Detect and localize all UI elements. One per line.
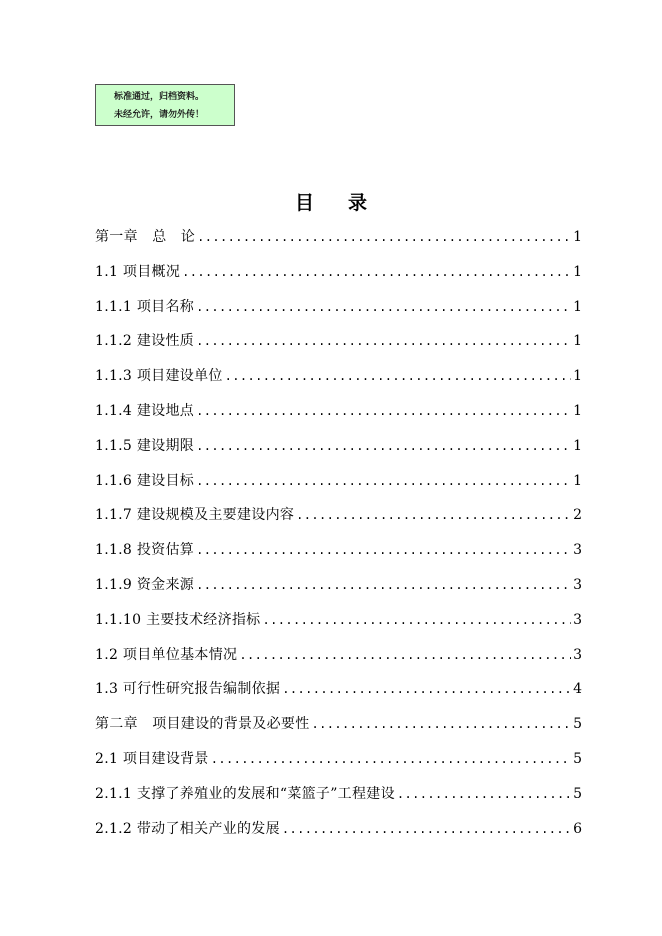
toc-leader-dots [196,324,571,359]
toc-entry-page: 3 [573,646,582,663]
toc-entry-page: 1 [573,472,582,489]
toc-entry-label: 1.1.8 投资估算 [95,542,195,559]
toc-entry-page: 2 [573,507,582,524]
notice-stamp [95,84,235,126]
toc-leader-dots [239,638,571,673]
toc-entry[interactable] [95,220,582,255]
toc-entry[interactable] [95,707,582,742]
toc-title-char-1: 目 [294,192,314,214]
toc-entry[interactable] [95,742,582,777]
toc-entry-label: 1.1.7 建设规模及主要建设内容 [95,507,295,524]
toc-entry[interactable] [95,464,582,499]
toc-leader-dots [282,672,571,707]
toc-entry[interactable] [95,777,582,812]
toc-entry-page: 1 [573,402,582,419]
toc-title-char-2: 录 [348,192,368,214]
toc-entry-label: 第一章 总 论 [95,229,196,245]
toc-entry-page: 5 [573,716,582,733]
toc-entry-page: 1 [573,229,582,245]
toc-entry[interactable] [95,290,582,325]
toc-entry-page: 1 [573,333,582,350]
toc-entry[interactable] [95,498,582,533]
toc-entry-page: 6 [573,820,582,837]
toc-entry-label: 1.3 可行性研究报告编制依据 [95,681,281,698]
toc-entry-label: 第二章 项目建设的背景及必要性 [95,716,310,733]
toc-entry-page: 1 [573,298,582,315]
toc-leader-dots [197,220,571,255]
toc-leader-dots [282,812,571,847]
toc-leader-dots [196,568,571,603]
toc-entry[interactable] [95,429,582,464]
toc-entry-label: 1.1.6 建设目标 [95,472,195,489]
toc-entry-page: 4 [573,681,582,698]
toc-leader-dots [312,707,572,742]
toc-entry-page: 1 [573,437,582,454]
toc-title [0,188,662,215]
toc-entry-label: 1.1.2 建设性质 [95,333,195,350]
toc-entry-label: 1.1.4 建设地点 [95,402,195,419]
toc-entry[interactable] [95,812,582,847]
toc-entry-label: 2.1.2 带动了相关产业的发展 [95,820,280,837]
toc-entry-label: 1.1.5 建设期限 [95,437,195,454]
toc-entry[interactable] [95,324,582,359]
toc-leader-dots [397,777,571,812]
toc-entry-label: 1.1 项目概况 [95,263,181,280]
toc-entry-page: 3 [573,542,582,559]
toc-entry-page: 1 [573,263,582,280]
toc-entry[interactable] [95,568,582,603]
toc-leader-dots [196,429,571,464]
toc-entry-page: 3 [573,611,582,628]
toc-entry-page: 1 [573,368,582,385]
toc-entry-label: 1.2 项目单位基本情况 [95,646,238,663]
toc-leader-dots [211,742,571,777]
toc-leader-dots [182,255,571,290]
toc-entry-label: 1.1.3 项目建设单位 [95,368,223,385]
toc-entry-label: 1.1.10 主要技术经济指标 [95,611,261,628]
toc-entry[interactable] [95,394,582,429]
toc-entry-label: 1.1.9 资金来源 [95,576,195,593]
notice-line-1: 标准通过，归档资料。 [114,92,205,102]
toc-entry-label: 2.1 项目建设背景 [95,750,209,767]
toc-entry[interactable] [95,359,582,394]
toc-leader-dots [196,533,571,568]
toc-leader-dots [262,603,571,638]
toc-entry[interactable] [95,672,582,707]
toc-entry[interactable] [95,533,582,568]
toc-leader-dots [296,498,571,533]
table-of-contents [95,220,582,846]
toc-entry[interactable] [95,638,582,673]
toc-entry-page: 5 [573,750,582,767]
toc-entry[interactable] [95,603,582,638]
toc-entry[interactable] [95,255,582,290]
toc-leader-dots [196,394,571,429]
toc-leader-dots [196,290,571,325]
notice-line-2: 未经允许，请勿外传！ [114,110,205,120]
toc-entry-page: 5 [573,785,582,802]
toc-entry-page: 3 [573,576,582,593]
toc-leader-dots [196,464,571,499]
toc-leader-dots [225,359,571,394]
toc-entry-label: 1.1.1 项目名称 [95,298,195,315]
toc-entry-label: 2.1.1 支撑了养殖业的发展和“菜篮子”工程建设 [95,785,395,802]
